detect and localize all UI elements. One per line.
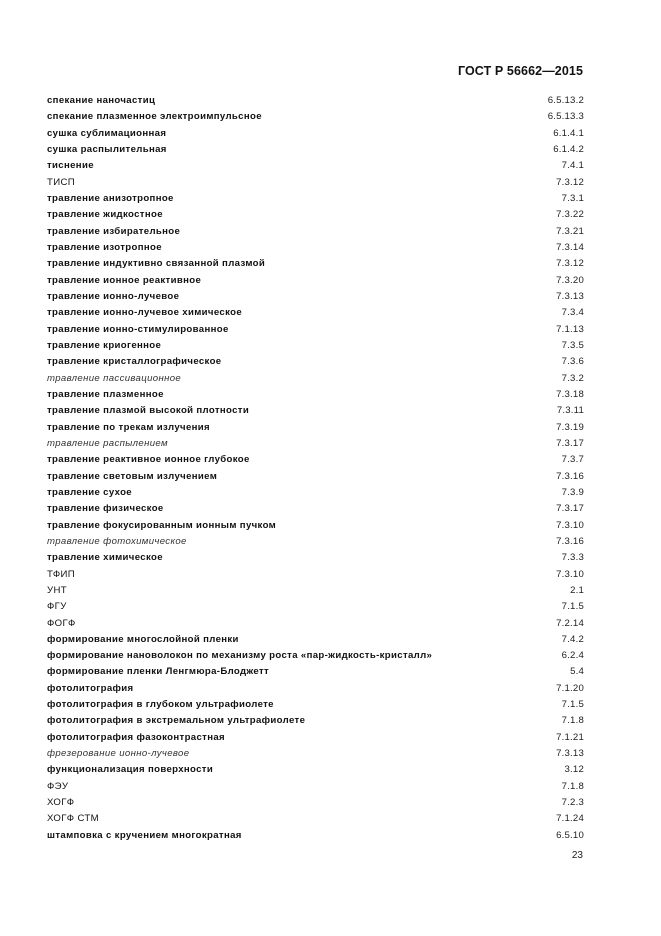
index-entry <box>47 828 584 844</box>
index-section-ref: 6.5.10 <box>556 829 584 841</box>
index-entry <box>47 534 584 550</box>
index-section-ref: 7.1.20 <box>556 682 584 694</box>
index-section-ref: 7.3.18 <box>556 388 584 400</box>
index-section-ref: 7.3.9 <box>561 486 584 498</box>
index-term: ФОГФ <box>47 617 76 629</box>
index-term: формирование пленки Ленгмюра-Блоджетт <box>47 666 270 678</box>
index-term: штамповка с кручением многократная <box>47 829 242 841</box>
index-section-ref: 7.3.2 <box>561 372 584 384</box>
index-section-ref: 7.3.4 <box>561 307 584 319</box>
index-entry <box>47 599 584 615</box>
index-term: ТИСП <box>47 176 75 188</box>
index-entry <box>47 273 584 289</box>
index-section-ref: 7.1.21 <box>556 731 584 743</box>
index-section-ref: 7.3.16 <box>556 535 584 547</box>
index-section-ref: 6.2.4 <box>561 650 584 662</box>
index-entry <box>47 256 584 272</box>
index-term: формирование нановолокон по механизму роста «пар-жидкость-кристалл» <box>47 650 433 662</box>
index-entry <box>47 371 584 387</box>
index-term: тиснение <box>47 160 94 172</box>
index-section-ref: 3.12 <box>564 764 584 776</box>
index-term: травление химическое <box>47 552 163 564</box>
index-term: травление сухое <box>47 486 132 498</box>
index-term: УНТ <box>47 584 67 596</box>
document-header-standard: ГОСТ Р 56662—2015 <box>457 64 583 78</box>
index-term: травление ионно-лучевое <box>47 290 180 302</box>
index-entry <box>47 664 584 680</box>
index-section-ref: 7.2.3 <box>561 797 584 809</box>
index-section-ref: 7.3.21 <box>556 225 584 237</box>
index-entry <box>47 403 584 419</box>
index-term: травление фокусированным ионным пучком <box>47 519 277 531</box>
index-entry <box>47 354 584 370</box>
index-section-ref: 7.3.13 <box>556 290 584 302</box>
index-term: травление световым излучением <box>47 470 218 482</box>
index-term: ФГУ <box>47 601 67 613</box>
index-section-ref: 5.4 <box>570 666 584 678</box>
index-entry <box>47 289 584 305</box>
index-section-ref: 7.3.16 <box>556 470 584 482</box>
index-entry <box>47 420 584 436</box>
index-term: травление кристаллографическое <box>47 356 222 368</box>
index-entry <box>47 632 584 648</box>
index-entry <box>47 469 584 485</box>
index-term: травление плазмой высокой плотности <box>47 405 250 417</box>
index-term: фрезерование ионно-лучевое <box>47 748 190 760</box>
index-term: функционализация поверхности <box>47 764 214 776</box>
index-section-ref: 7.3.19 <box>556 421 584 433</box>
index-entry <box>47 191 584 207</box>
index-entry <box>47 795 584 811</box>
index-entry <box>47 501 584 517</box>
index-section-ref: 7.3.22 <box>556 209 584 221</box>
index-entry <box>47 207 584 223</box>
index-entry <box>47 338 584 354</box>
index-term: травление ионное реактивное <box>47 274 202 286</box>
index-section-ref: 6.1.4.1 <box>553 127 584 139</box>
index-section-ref: 2.1 <box>570 584 584 596</box>
index-term: травление криогенное <box>47 339 162 351</box>
index-entry <box>47 583 584 599</box>
index-section-ref: 7.1.13 <box>556 323 584 335</box>
index-term: травление фотохимическое <box>47 535 187 547</box>
index-entry <box>47 305 584 321</box>
index-term: фотолитография фазоконтрастная <box>47 731 225 743</box>
index-entry <box>47 779 584 795</box>
index-section-ref: 6.1.4.2 <box>553 143 584 155</box>
index-section-ref: 7.1.8 <box>561 780 584 792</box>
index-entry <box>47 126 584 142</box>
index-section-ref: 7.3.10 <box>556 568 584 580</box>
index-section-ref: 7.2.14 <box>556 617 584 629</box>
index-entry <box>47 224 584 240</box>
index-term: травление анизотропное <box>47 192 174 204</box>
index-section-ref: 7.1.5 <box>561 601 584 613</box>
index-entry <box>47 550 584 566</box>
index-entry <box>47 322 584 338</box>
index-entry <box>47 762 584 778</box>
index-term: ФЭУ <box>47 780 69 792</box>
index-term: ТФИП <box>47 568 76 580</box>
index-term: травление распылением <box>47 437 168 449</box>
index-entry <box>47 730 584 746</box>
index-entry <box>47 452 584 468</box>
index-section-ref: 7.3.6 <box>561 356 584 368</box>
index-entry <box>47 158 584 174</box>
index-term: фотолитография <box>47 682 134 694</box>
index-section-ref: 7.3.12 <box>556 258 584 270</box>
index-term: фотолитография в глубоком ультрафиолете <box>47 699 274 711</box>
index-entry <box>47 175 584 191</box>
index-section-ref: 7.3.17 <box>556 503 584 515</box>
index-term: травление избирательное <box>47 225 181 237</box>
index-entry <box>47 436 584 452</box>
index-term: травление пассивационное <box>47 372 182 384</box>
index-section-ref: 6.5.13.3 <box>547 111 584 123</box>
index-section-ref: 7.3.17 <box>556 437 584 449</box>
index-section-ref: 7.3.5 <box>561 339 584 351</box>
index-term: сушка распылительная <box>47 143 167 155</box>
index-term: ХОГФ СТМ <box>47 813 99 825</box>
index-entry <box>47 387 584 403</box>
index-section-ref: 7.3.20 <box>556 274 584 286</box>
index-term: травление плазменное <box>47 388 164 400</box>
index-entry <box>47 713 584 729</box>
index-section-ref: 7.3.11 <box>556 405 584 417</box>
index-section-ref: 7.3.3 <box>561 552 584 564</box>
index-term: травление индуктивно связанной плазмой <box>47 258 266 270</box>
index-entry <box>47 616 584 632</box>
index-entry <box>47 746 584 762</box>
index-section-ref: 7.3.13 <box>556 748 584 760</box>
index-term: травление физическое <box>47 503 164 515</box>
index-term: травление реактивное ионное глубокое <box>47 454 250 466</box>
index-entry <box>47 567 584 583</box>
index-entry <box>47 518 584 534</box>
index-section-ref: 7.1.8 <box>561 715 584 727</box>
index-section-ref: 6.5.13.2 <box>547 95 584 106</box>
index-section-ref: 7.3.12 <box>556 176 584 188</box>
index-term: фотолитография в экстремальном ультрафиолете <box>47 715 306 727</box>
index-term: травление ионно-лучевое химическое <box>47 307 243 319</box>
index-entry <box>47 697 584 713</box>
index-term: травление по трекам излучения <box>47 421 210 433</box>
index-section-ref: 7.3.10 <box>556 519 584 531</box>
index-section-ref: 7.1.5 <box>561 699 584 711</box>
index-term: травление жидкостное <box>47 209 163 221</box>
index-entry <box>47 648 584 664</box>
index-entry <box>47 240 584 256</box>
index-entry <box>47 142 584 158</box>
index-term: спекание наночастиц <box>47 95 156 106</box>
index-section-ref: 7.3.1 <box>561 192 584 204</box>
index-term: травление ионно-стимулированное <box>47 323 229 335</box>
index-entry <box>47 93 584 109</box>
index-section-ref: 7.1.24 <box>556 813 584 825</box>
alphabetical-term-index <box>47 93 584 844</box>
index-term: травление изотропное <box>47 241 162 253</box>
index-entry <box>47 109 584 125</box>
index-term: сушка сублимационная <box>47 127 167 139</box>
index-section-ref: 7.4.2 <box>561 633 584 645</box>
page-number: 23 <box>571 850 583 861</box>
index-section-ref: 7.4.1 <box>561 160 584 172</box>
index-entry <box>47 681 584 697</box>
index-term: формирование многослойной пленки <box>47 633 239 645</box>
index-section-ref: 7.3.14 <box>556 241 584 253</box>
index-section-ref: 7.3.7 <box>561 454 584 466</box>
index-entry <box>47 485 584 501</box>
index-term: спекание плазменное электроимпульсное <box>47 111 262 123</box>
index-entry <box>47 811 584 827</box>
index-term: ХОГФ <box>47 797 75 809</box>
